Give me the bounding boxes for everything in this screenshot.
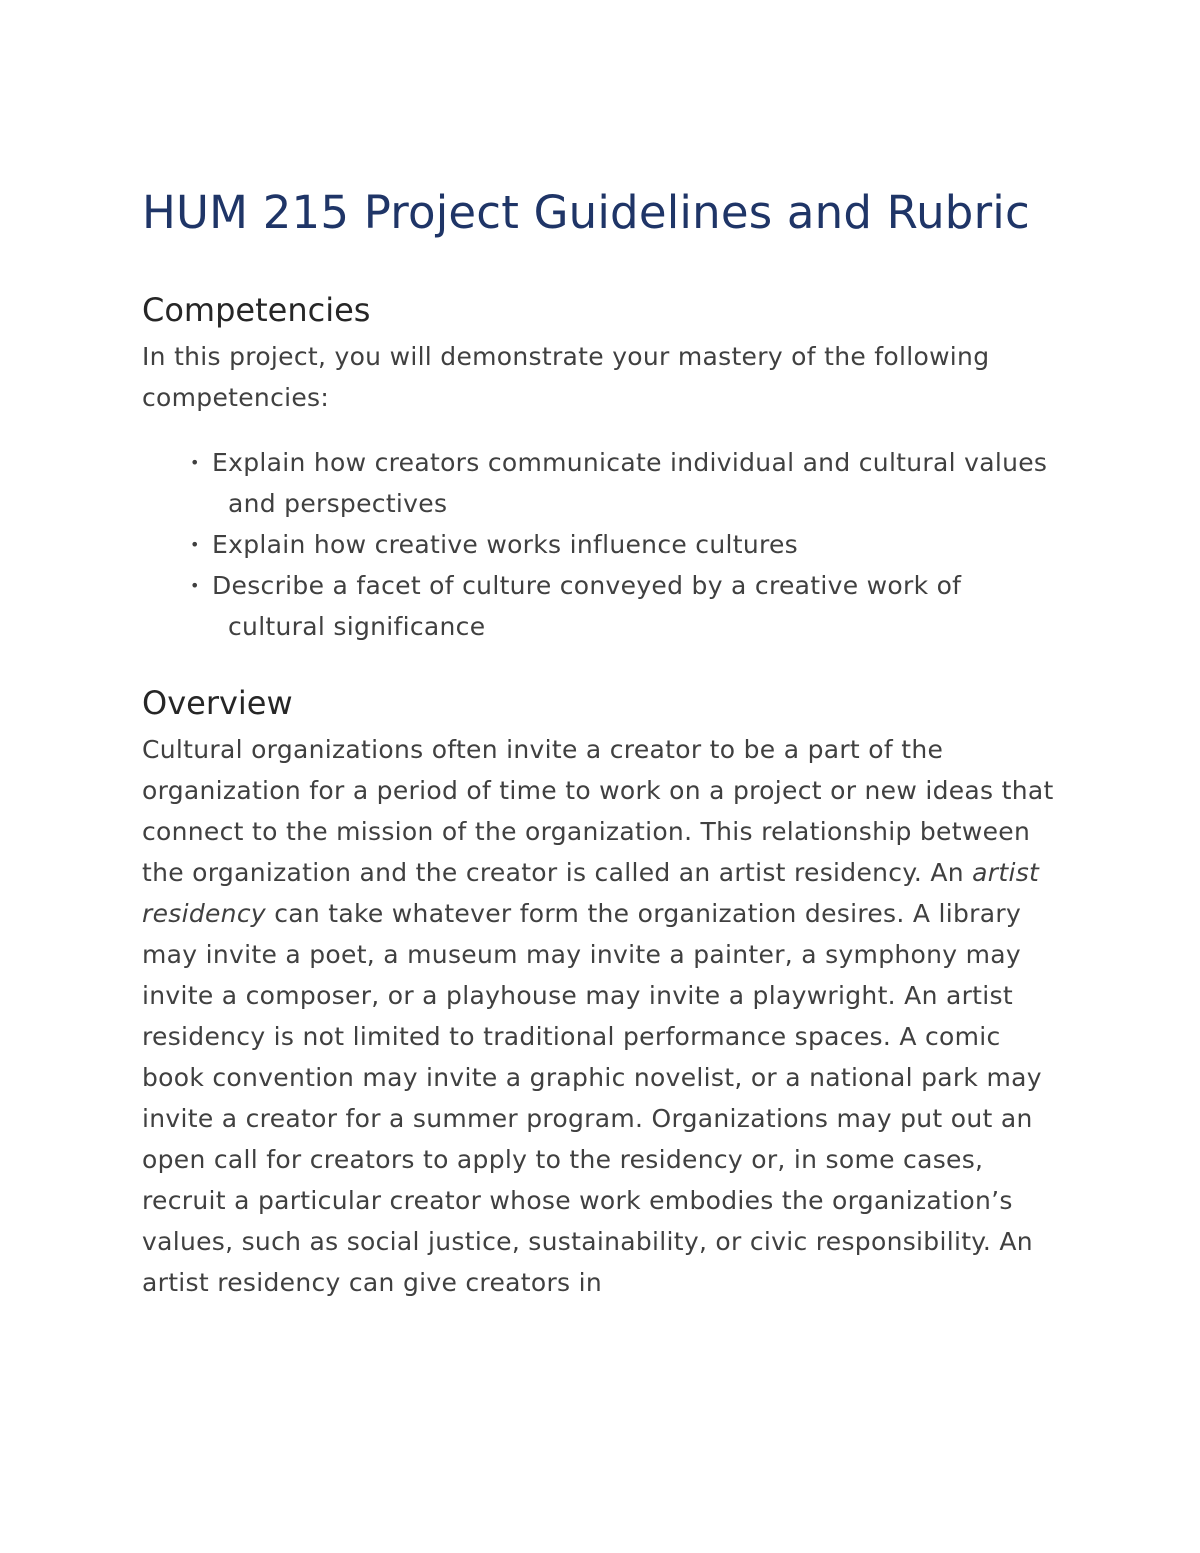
competencies-intro: In this project, you will demonstrate your mastery of the following competencies: — [142, 342, 990, 412]
competency-text: Describe a facet of culture conveyed by a creative work of cultural significance — [212, 571, 962, 641]
bullet-icon: • — [190, 535, 200, 554]
competency-item — [142, 524, 1062, 565]
competencies-list — [142, 442, 1062, 647]
competencies-heading: Competencies — [142, 291, 371, 329]
competency-text: Explain how creators communicate individual and cultural values and perspectives — [212, 448, 1048, 518]
artist-residency-term: artist residency — [142, 858, 1040, 928]
overview-text-part-2: can take whatever form the organization desires. A library may invite a poet, a museum may invite a painter, a symphony may invite a composer, or a playhouse may invite a playwright. An artist residency is not limited to traditional performance spaces. A comic book convention may invite a graphic novelist, or a national park may invite a creator for a summer program. Organizations may put out an open call for creators to apply to the residency or, in some cases, recruit a particular creator whose work embodies the organization’s values, such as social justice, sustainability, or civic responsibility. An artist residency can give creators in — [142, 899, 1042, 1297]
bullet-icon: • — [190, 453, 200, 472]
overview-text-part-1: Cultural organizations often invite a creator to be a part of the organization for a period of time to work on a project or new ideas that connect to the mission of the organization. This relationship between the organization and the creator is called an artist residency. An — [142, 735, 1054, 887]
competency-text: Explain how creative works influence cultures — [212, 530, 799, 559]
overview-heading: Overview — [142, 684, 293, 722]
document-page — [142, 186, 1062, 1303]
bullet-icon: • — [190, 576, 200, 595]
document-title: HUM 215 Project Guidelines and Rubric — [142, 186, 1030, 239]
competency-item — [142, 442, 1062, 524]
competency-item — [142, 565, 1062, 647]
overview-paragraph — [142, 729, 1062, 1303]
